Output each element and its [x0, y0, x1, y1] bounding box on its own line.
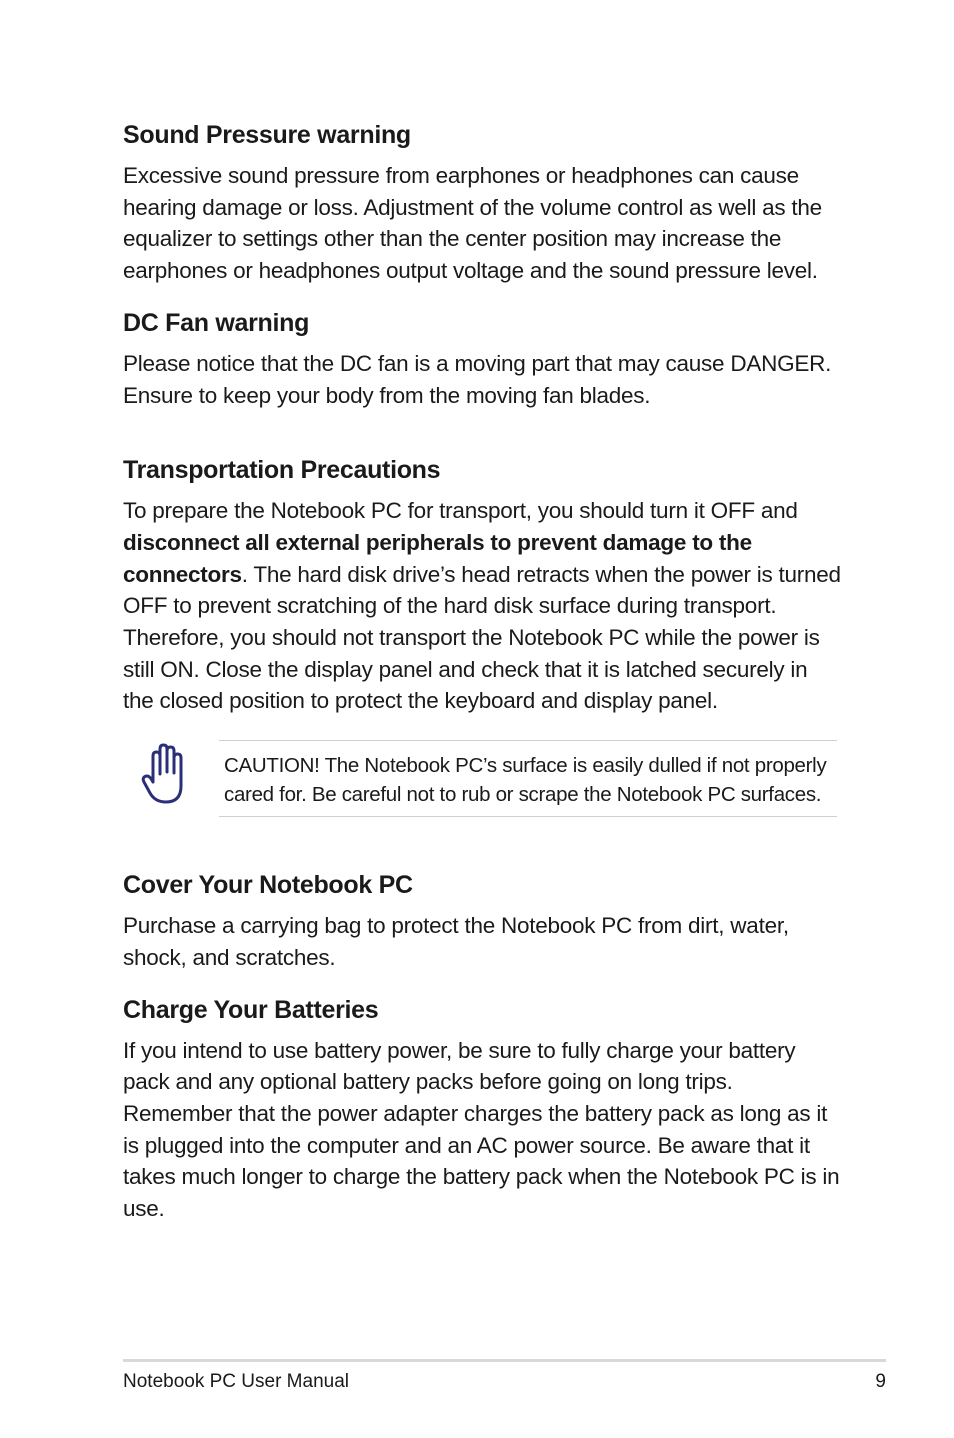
footer-title: Notebook PC User Manual: [123, 1371, 349, 1392]
hand-caution-icon: [141, 742, 187, 806]
caution-note: [123, 740, 843, 846]
section-body: [123, 495, 843, 717]
caution-text: CAUTION! The Notebook PC’s surface is easily dulled if not properly cared for. Be careful not to rub or scrape the Notebook PC surfaces.: [224, 754, 827, 807]
body-text: To prepare the Notebook PC for transport, you should turn it OFF and: [123, 498, 798, 524]
body-text: . The hard disk drive’s head retracts when the power is turned OFF to prevent scratching of the hard disk surface during transport. Therefore, you should not transport the Notebook PC while the power is still ON. Close the display panel and check that it is latched securely in the closed position to protect the keyboard and display panel.: [123, 561, 841, 714]
body-emphasis: disconnect all external peripherals to prevent damage to the connectors: [123, 529, 752, 587]
section-body: Please notice that the DC fan is a moving part that may cause DANGER. Ensure to keep your body from the moving fan blades.: [123, 350, 832, 408]
section-body: If you intend to use battery power, be sure to fully charge your battery pack and any optional battery packs before going on long trips. Remember that the power adapter charges the battery pack as long as it is plugged into the computer and an AC power source. Be aware that it takes much longer to charge the battery pack when the Notebook PC is in use.: [123, 1037, 840, 1222]
section-dc-fan: [123, 306, 843, 411]
section-heading: DC Fan warning: [123, 308, 310, 337]
section-heading: Transportation Precautions: [123, 456, 441, 485]
page-number: 9: [875, 1371, 886, 1392]
section-charge-batteries: [123, 993, 843, 1225]
section-cover-notebook: [123, 868, 843, 973]
section-body: Excessive sound pressure from earphones or headphones can cause hearing damage or loss. Adjustment of the volume control as well as the equalizer to settings other than the center position may increase the earphones or headphones output voltage and the sound pressure level.: [123, 163, 822, 284]
manual-page-content: [123, 118, 843, 1244]
section-sound-pressure: [123, 118, 843, 287]
section-heading: Charge Your Batteries: [123, 995, 379, 1024]
section-heading: Cover Your Notebook PC: [123, 871, 413, 900]
section-body: Purchase a carrying bag to protect the Notebook PC from dirt, water, shock, and scratches.: [123, 913, 789, 970]
caution-box: [219, 740, 837, 817]
page-footer: [123, 1359, 886, 1394]
section-transportation: [123, 453, 843, 717]
section-heading: Sound Pressure warning: [123, 121, 411, 149]
